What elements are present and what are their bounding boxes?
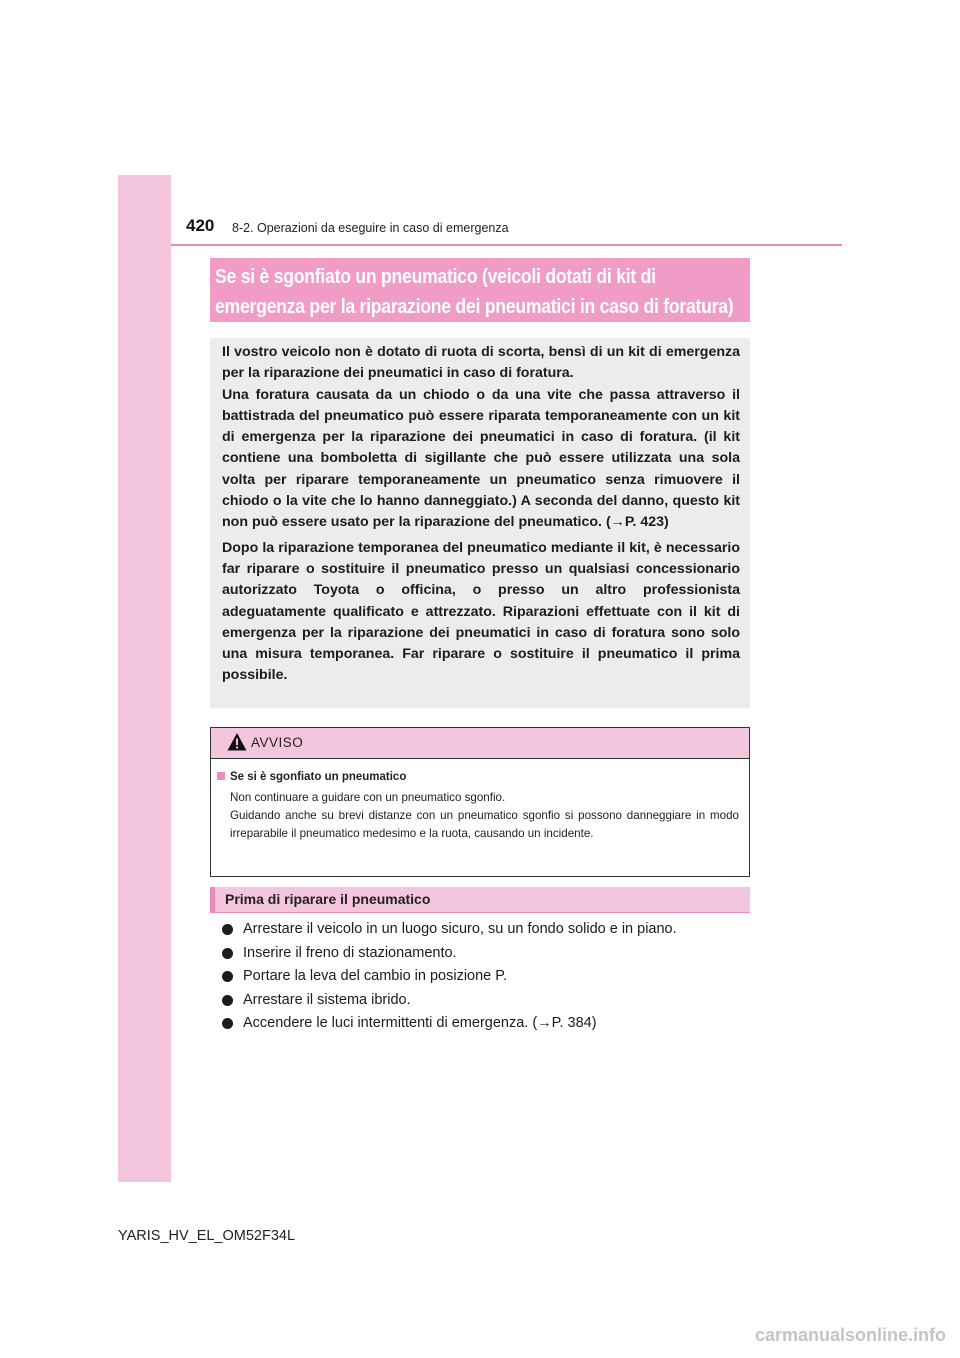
bullet-dot-icon: [222, 924, 233, 935]
subheading-bar: [210, 887, 750, 913]
section-title-line-1: Se si è sgonfiato un pneumatico (veicoli dotati di kit di: [215, 265, 656, 288]
list-item: Arrestare il sistema ibrido.: [222, 989, 752, 1013]
section-title-line-2: emergenza per la riparazione dei pneumatici in caso di foratura): [215, 295, 734, 318]
section-header: 8-2. Operazioni da eseguire in caso di emergenza: [232, 221, 509, 235]
page-number: 420: [186, 216, 215, 235]
warning-text-2: Guidando anche su brevi distanze con un pneumatico sgonfio si possono danneggiare in modo irreparabile il pneumatico medesimo e la ruota, causando un incidente.: [230, 809, 739, 840]
chapter-side-tab: [118, 175, 171, 1182]
square-bullet-icon: [217, 772, 225, 780]
warning-box: [210, 727, 750, 877]
intro-paragraph-1: Il vostro veicolo non è dotato di ruota di scorta, bensì di un kit di emergenza per la riparazione dei pneumatici in caso di foratura.: [222, 344, 740, 382]
section-title: [215, 262, 734, 322]
header-divider: [171, 244, 842, 246]
warning-text-1: Non continuare a guidare con un pneumatico sgonfio.: [230, 791, 506, 804]
list-item: Accendere le luci intermittenti di emergenza. (→P. 384): [222, 1012, 752, 1036]
steps-list: [222, 918, 752, 1036]
list-item: Arrestare il veicolo in un luogo sicuro, su un fondo solido e in piano.: [222, 918, 752, 942]
warning-body: [211, 759, 749, 843]
intro-paragraph-3: Dopo la riparazione temporanea del pneumatico mediante il kit, è necessario far riparare o sostituire il pneumatico presso un qualsiasi concessionario autorizzato Toyota o officina, o presso un altro professionista adeguatamente qualificato e attrezzato. Riparazioni effettuate con il kit di emergenza per la riparazione dei pneumatici in caso di foratura sono solo una misura temporanea. Far riparare o sostituire il pneumatico il prima possibile.: [222, 539, 740, 684]
warning-header: [211, 728, 749, 759]
intro-box: [210, 338, 750, 708]
subheading: Prima di riparare il pneumatico: [225, 891, 431, 907]
document-code: YARIS_HV_EL_OM52F34L: [118, 1228, 296, 1244]
bullet-dot-icon: [222, 995, 233, 1006]
list-item: Portare la leva del cambio in posizione P.: [222, 965, 752, 989]
warning-title: AVVISO: [251, 735, 304, 750]
intro-paragraph-2: Una foratura causata da un chiodo o da una vite che passa attraverso il battistrada del pneumatico può essere riparata temporaneamente con un kit di emergenza per la riparazione dei pneumatici in caso di foratura. (il kit contiene una bomboletta di sigillante che può essere utilizzata una sola volta per riparare temporaneamente un pneumatico senza rimuovere il chiodo o la vite che lo hanno danneggiato.) A seconda del danno, questo kit non può essere usato per la riparazione del pneumatico. (→P. 423): [222, 386, 740, 531]
watermark: carmanualsonline.info: [754, 1325, 946, 1345]
section-title-banner: [210, 258, 750, 322]
bullet-dot-icon: [222, 971, 233, 982]
bullet-dot-icon: [222, 948, 233, 959]
list-item: Inserire il freno di stazionamento.: [222, 942, 752, 966]
warning-subtitle: [217, 771, 739, 783]
bullet-dot-icon: [222, 1018, 233, 1029]
subheading-accent: [210, 887, 215, 913]
warning-subtitle-text: Se si è sgonfiato un pneumatico: [230, 771, 407, 783]
warning-triangle-icon: [227, 732, 247, 752]
